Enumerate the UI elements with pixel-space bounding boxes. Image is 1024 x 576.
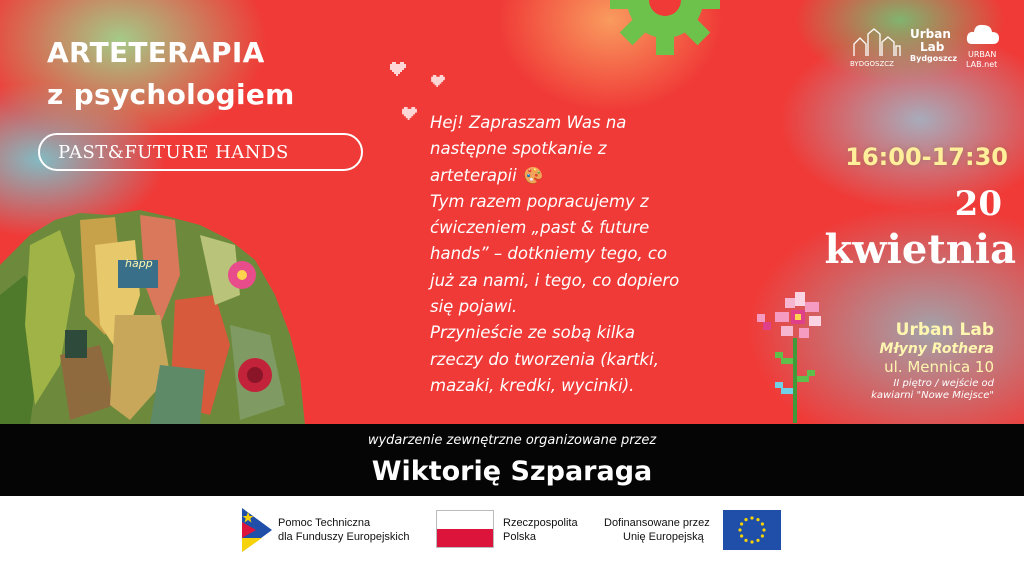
pixel-heart-icon [402, 107, 417, 120]
poland-flag-icon [436, 510, 494, 548]
svg-text:happ: happ [125, 257, 153, 270]
description-line: arteterapii 🎨 [430, 165, 543, 185]
urban-lab-logo-line1: Urban [910, 27, 951, 41]
urban-lab-logo-line2: Lab [920, 40, 945, 54]
description-line: Hej! Zapraszam Was na [430, 113, 627, 132]
funding-footer [0, 496, 1024, 576]
rp-text-line1: Rzeczpospolita [503, 517, 578, 529]
european-funds-logo-icon [242, 508, 272, 552]
event-month: kwietnia [824, 226, 1016, 273]
bydgoszcz-logo-text: BYDGOSZCZ [850, 60, 894, 68]
venue-place: Młyny Rothera [879, 341, 994, 357]
venue-name: Urban Lab [895, 320, 994, 340]
urban-lab-logo-line3: Bydgoszcz [910, 54, 958, 63]
event-time: 16:00-17:30 [845, 143, 1008, 171]
pixel-flower-icon [755, 288, 875, 423]
venue-floor: II piętro / wejście od [893, 378, 994, 389]
organizer-intro: wydarzenie zewnętrzne organizowane przez [367, 433, 657, 448]
eu-text-line2: Unię Europejską [623, 531, 704, 543]
description-line: następne spotkanie z [430, 139, 607, 159]
eu-text-line1: Dofinansowane przez [604, 517, 710, 529]
subtitle-pill [38, 133, 363, 171]
urban-lab-net-logo-line2: LAB.net [966, 60, 998, 69]
bydgoszcz-logo-icon [852, 28, 902, 60]
hands-collage-image [0, 205, 310, 424]
description-line: Przynieście ze sobą kilka [430, 323, 635, 343]
description-line: rzeczy do tworzenia (kartki, [430, 349, 659, 369]
pixel-heart-icon [390, 62, 406, 76]
pixel-heart-icon [431, 75, 445, 87]
organizer-bar [0, 424, 1024, 496]
description-line: mazaki, kredki, wycinki). [430, 375, 635, 395]
description-line: hands” – dotkniemy tego, co [430, 244, 668, 264]
description-line: Tym razem popracujemy z [430, 191, 649, 211]
event-description [430, 110, 730, 399]
organizer-name: Wiktorię Szparaga [371, 456, 653, 487]
description-line: już za nami, i tego, co dopiero [430, 270, 680, 290]
event-title-line2: z psychologiem [47, 78, 295, 111]
rp-text-line2: Polska [503, 531, 537, 543]
event-day: 20 [954, 184, 1002, 224]
venue-entrance: kawiarni "Nowe Miejsce" [871, 390, 994, 401]
eu-flag-icon [723, 510, 781, 550]
venue-street: ul. Mennica 10 [884, 358, 994, 376]
event-title-line1: ARTETERAPIA [47, 36, 265, 69]
fe-text-line2: dla Funduszy Europejskich [278, 531, 410, 543]
partner-logos [848, 20, 1013, 80]
description-line: ćwiczeniem „past & future [430, 218, 650, 238]
description-line: się pojawi. [430, 297, 518, 317]
venue-info [871, 320, 994, 402]
gear-decoration-icon [600, 0, 730, 70]
urban-lab-net-logo-icon [966, 22, 1000, 48]
urban-lab-net-logo-line1: URBAN [968, 50, 997, 59]
fe-text-line1: Pomoc Techniczna [278, 517, 371, 529]
subtitle-text: PAST&FUTURE HANDS [58, 142, 289, 163]
